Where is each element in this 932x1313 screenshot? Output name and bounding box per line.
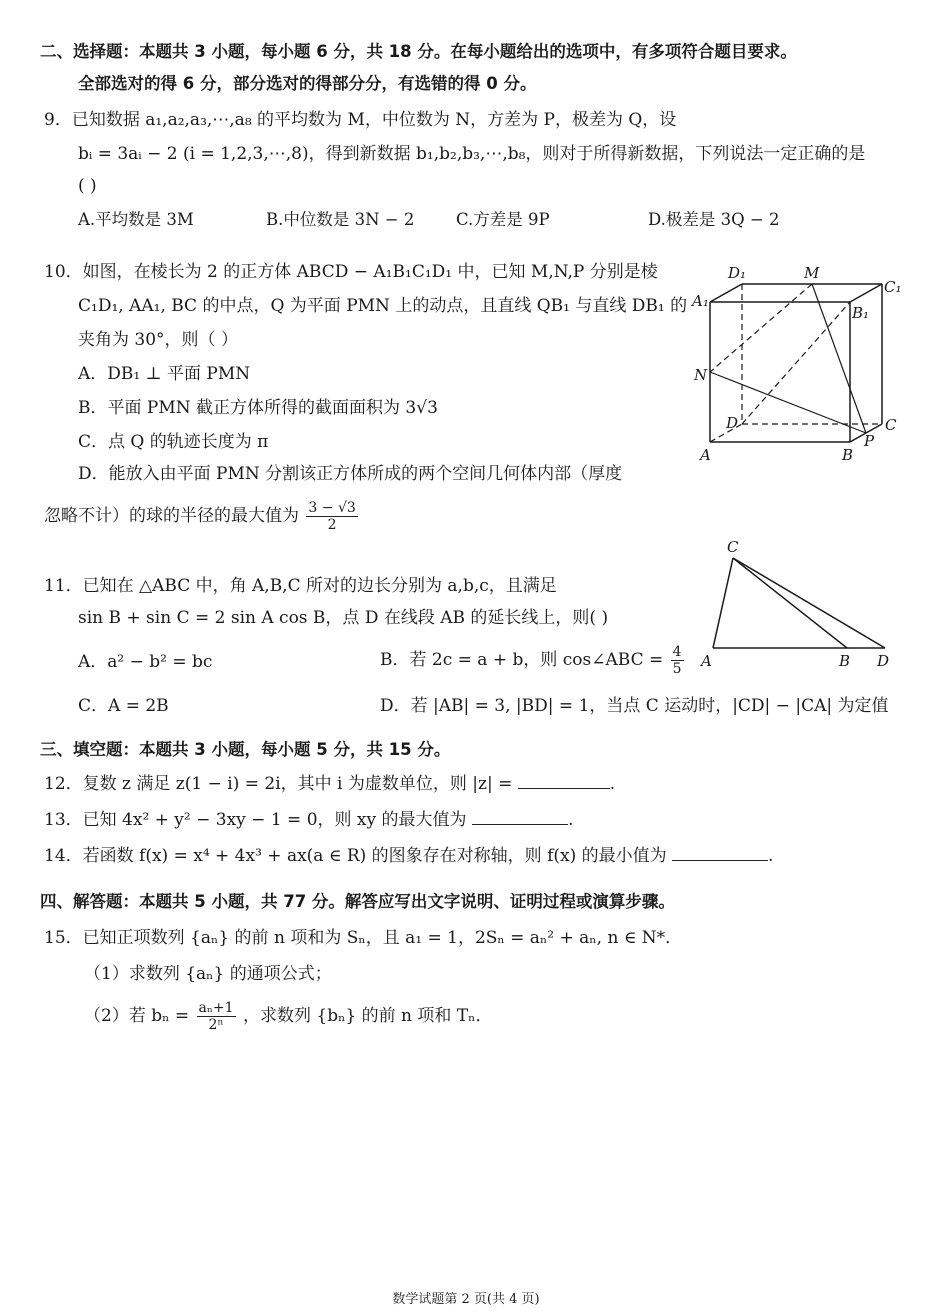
q11-option-b <box>380 644 686 677</box>
fraction-numerator: aₙ+1 <box>198 1000 234 1016</box>
label-d1: D₁ <box>728 264 747 282</box>
q15-part2-text: （2）若 bₙ = <box>84 1006 190 1027</box>
label-b: B <box>842 446 854 464</box>
q15-part2-fraction <box>197 1000 236 1033</box>
section2-heading-cont: 全部选对的得 6 分，部分选对的得部分分，有选错的得 0 分。 <box>78 74 537 93</box>
section3-heading: 三、填空题：本题共 3 小题，每小题 5 分，共 15 分。 <box>40 740 451 759</box>
q12-answer-blank[interactable] <box>518 774 610 789</box>
q10-line2: C₁D₁, AA₁, BC 的中点，Q 为平面 PMN 上的动点，且直线 QB₁ 与直线 DB₁ 的 <box>78 296 688 316</box>
q14-period: . <box>768 846 774 866</box>
q11-option-b-fraction <box>671 644 684 677</box>
q11-option-b-text: B．若 2c = a + b，则 cos∠ABC = <box>380 650 664 671</box>
label-d: D <box>726 414 739 432</box>
label-c1: C₁ <box>884 278 902 296</box>
fraction-denominator: 2 <box>327 517 337 534</box>
q9-line1: 9．已知数据 a₁,a₂,a₃,⋯,a₈ 的平均数为 M，中位数为 N，方差为 P，极差为 Q，设 <box>44 110 677 130</box>
section4-heading: 四、解答题：本题共 5 小题，共 77 分。解答应写出文字说明、证明过程或演算步骤。 <box>40 892 675 911</box>
label-m: M <box>804 264 820 282</box>
triangle-figure <box>695 536 900 674</box>
segment-cb <box>733 558 847 648</box>
q10-option-c: C．点 Q 的轨迹长度为 π <box>78 432 269 452</box>
edge-a1d1 <box>710 284 742 302</box>
label-a1: A₁ <box>692 292 709 310</box>
q13-answer-blank[interactable] <box>472 810 568 825</box>
q9-option-d: D.极差是 3Q − 2 <box>648 210 780 229</box>
q9-line3: ( ) <box>78 176 97 196</box>
q11-option-a: A．a² − b² = bc <box>78 652 213 672</box>
section2-heading: 二、选择题：本题共 3 小题，每小题 6 分，共 18 分。在每小题给出的选项中，有多项符合题目要求。 <box>40 42 797 61</box>
q12-line <box>44 774 615 794</box>
q10-option-d-fraction <box>306 500 357 533</box>
q9-option-c: C.方差是 9P <box>456 210 550 229</box>
q14-answer-blank[interactable] <box>672 846 768 861</box>
q12-text: 12．复数 z 满足 z(1 − i) = 2i，其中 i 为虚数单位，则 |z| = <box>44 774 513 794</box>
q11-line2: sin B + sin C = 2 sin A cos B，点 D 在线段 AB 的延长线上，则( ) <box>78 608 609 628</box>
label-n: N <box>694 366 708 384</box>
segment-mn <box>710 284 812 372</box>
q15-part2 <box>84 1000 493 1033</box>
cube-figure <box>690 262 915 467</box>
label-p: P <box>864 432 875 450</box>
q10-option-d-text: 忽略不计）的球的半径的最大值为 <box>44 506 299 527</box>
q13-text: 13．已知 4x² + y² − 3xy − 1 = 0，则 xy 的最大值为 <box>44 810 467 830</box>
q10-line3: 夹角为 30°，则（ ） <box>78 330 238 350</box>
q10-option-d-cont <box>44 500 360 533</box>
q9-option-a: A.平均数是 3M <box>78 210 194 229</box>
segment-cd <box>733 558 885 648</box>
page-footer: 数学试题第 2 页(共 4 页) <box>392 1292 540 1307</box>
q13-period: . <box>567 810 574 830</box>
q11-option-d: D．若 |AB| = 3, |BD| = 1，当点 C 运动时，|CD| − |CA| 为定值 <box>380 696 889 716</box>
q10-option-b: B．平面 PMN 截正方体所得的截面面积为 3√3 <box>78 398 438 418</box>
edge-b1c1 <box>850 284 882 302</box>
q15-part2-text-end: ，求数列 {bₙ} 的前 n 项和 Tₙ． <box>242 1006 493 1027</box>
label-c: C <box>727 538 739 556</box>
fraction-denominator: 5 <box>672 661 682 678</box>
q10-option-d: D．能放入由平面 PMN 分割该正方体所成的两个空间几何体内部（厚度 <box>78 464 623 484</box>
segment-ac <box>713 558 733 648</box>
q12-period: . <box>609 774 616 794</box>
q10-line1: 10．如图，在棱长为 2 的正方体 ABCD − A₁B₁C₁D₁ 中，已知 M,N,P 分别是棱 <box>44 262 658 282</box>
label-a: A <box>701 652 712 670</box>
fraction-numerator: 3 − √3 <box>308 500 356 516</box>
q14-line <box>44 846 773 866</box>
q11-option-c: C．A = 2B <box>78 696 169 716</box>
q13-line <box>44 810 573 830</box>
q11-line1: 11．已知在 △ABC 中，角 A,B,C 所对的边长分别为 a,b,c，且满足 <box>44 576 557 596</box>
q9-line2: bᵢ = 3aᵢ − 2 (i = 1,2,3,⋯,8)，得到新数据 b₁,b₂,b₃,⋯,b₈，则对于所得新数据，下列说法一定正确的是 <box>78 144 866 164</box>
fraction-denominator: 2ⁿ <box>208 1017 224 1034</box>
label-b: B <box>839 652 851 670</box>
label-a: A <box>700 446 711 464</box>
q14-text: 14．若函数 f(x) = x⁴ + 4x³ + ax(a ∈ R) 的图象存在对称轴，则 f(x) 的最小值为 <box>44 846 667 866</box>
q15-part1: （1）求数列 {aₙ} 的通项公式； <box>84 964 332 984</box>
label-b1: B₁ <box>852 304 870 322</box>
q10-option-a: A．DB₁ ⊥ 平面 PMN <box>78 364 251 384</box>
label-c: C <box>885 416 897 434</box>
label-d: D <box>877 652 890 670</box>
q15-line1: 15．已知正项数列 {aₙ} 的前 n 项和为 Sₙ，且 a₁ = 1，2Sₙ = aₙ² + aₙ, n ∈ N*． <box>44 928 683 948</box>
q9-option-b: B.中位数是 3N − 2 <box>266 210 415 229</box>
fraction-numerator: 4 <box>672 644 682 660</box>
